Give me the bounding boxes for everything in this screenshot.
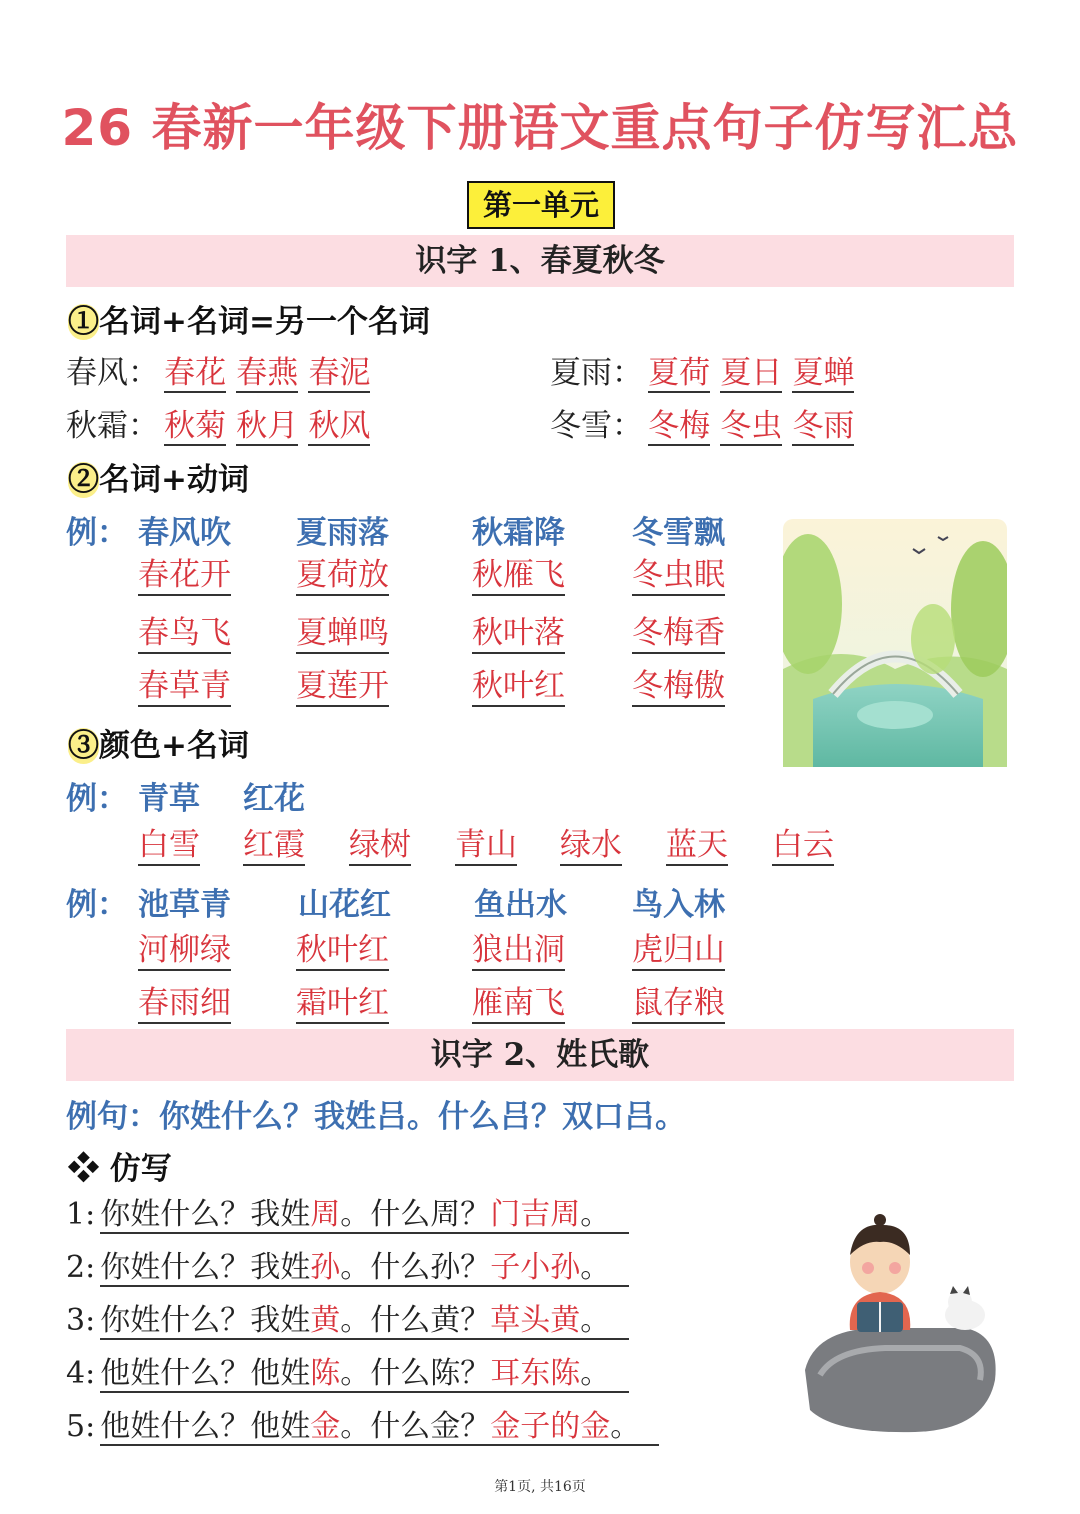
example-word: 夏雨落 bbox=[296, 515, 389, 551]
line-text: 他姓什么？他姓金。什么金？金子的金。 bbox=[100, 1409, 659, 1446]
answer-word: 冬虫 bbox=[720, 408, 783, 444]
section-1-number: ① bbox=[68, 304, 99, 340]
answer-word: 秋叶红 bbox=[472, 667, 565, 707]
answer-word: 夏荷放 bbox=[296, 556, 389, 596]
lesson-2-header: 识字 2、姓氏歌 bbox=[66, 1029, 1014, 1081]
example-word: 秋霜降 bbox=[472, 515, 565, 551]
line-text: 你姓什么？我姓周。什么周？门吉周。 bbox=[100, 1197, 629, 1234]
example-label: 例： bbox=[66, 781, 128, 817]
section-3-number: ③ bbox=[68, 728, 99, 764]
answer-word: 绿树 bbox=[349, 826, 411, 866]
practice-line bbox=[66, 1195, 629, 1235]
section-1-text: 名词+名词=另一个名词 bbox=[99, 304, 430, 340]
example-word: 青草 bbox=[138, 781, 200, 817]
row-label: 春风： bbox=[66, 355, 159, 391]
answer-word: 春雨细 bbox=[138, 984, 231, 1024]
line-number: 2: bbox=[66, 1250, 96, 1285]
answer-word: 夏日 bbox=[720, 355, 783, 391]
example-word: 池草青 bbox=[138, 887, 231, 923]
line-text: 你姓什么？我姓黄。什么黄？草头黄。 bbox=[100, 1303, 629, 1340]
answer-word: 夏莲开 bbox=[296, 667, 389, 707]
section-2-text: 名词+动词 bbox=[99, 462, 249, 498]
answer-word: 白雪 bbox=[138, 826, 200, 866]
example-word: 冬雪飘 bbox=[632, 515, 725, 551]
section-2-title bbox=[68, 454, 249, 499]
answer-word: 春花开 bbox=[138, 556, 231, 596]
answer-word: 秋叶红 bbox=[296, 931, 389, 971]
line-number: 5: bbox=[66, 1409, 96, 1444]
answer-word: 秋月 bbox=[236, 408, 299, 444]
section-3-text: 颜色+名词 bbox=[99, 728, 249, 764]
unit-label: 第一单元 bbox=[467, 181, 615, 229]
compound-row bbox=[550, 400, 854, 445]
answer-word: 春燕 bbox=[236, 355, 299, 391]
bridge-illustration bbox=[783, 519, 1007, 767]
answer-word: 冬梅 bbox=[648, 408, 711, 444]
answer-word: 冬梅香 bbox=[632, 614, 725, 654]
example-word: 山花红 bbox=[298, 887, 391, 923]
answer-word: 冬梅傲 bbox=[632, 667, 725, 707]
example-label: 例： bbox=[66, 887, 128, 923]
answer-word: 鼠存粮 bbox=[632, 984, 725, 1024]
answer-word: 春草青 bbox=[138, 667, 231, 707]
row-label: 秋霜： bbox=[66, 408, 159, 444]
lesson-1-header: 识字 1、春夏秋冬 bbox=[66, 235, 1014, 287]
answer-word: 秋风 bbox=[308, 408, 371, 444]
example-label: 例： bbox=[66, 515, 128, 551]
answer-word: 白云 bbox=[772, 826, 834, 866]
answer-word: 秋菊 bbox=[164, 408, 227, 444]
child-reading-illustration bbox=[795, 1210, 1005, 1435]
line-number: 1: bbox=[66, 1197, 96, 1232]
practice-title: ❖ 仿写 bbox=[68, 1151, 172, 1187]
answer-word: 红霞 bbox=[243, 826, 305, 866]
example-word: 鸟入林 bbox=[632, 887, 725, 923]
answer-word: 夏荷 bbox=[648, 355, 711, 391]
section-1-title bbox=[68, 296, 430, 341]
answer-word: 夏蝉 bbox=[792, 355, 855, 391]
practice-line bbox=[66, 1248, 629, 1288]
answer-word: 春泥 bbox=[308, 355, 371, 391]
row-label: 冬雪： bbox=[550, 408, 643, 444]
answer-word: 夏蝉鸣 bbox=[296, 614, 389, 654]
answer-word: 秋雁飞 bbox=[472, 556, 565, 596]
answer-word: 冬雨 bbox=[792, 408, 855, 444]
example-word: 红花 bbox=[243, 781, 305, 817]
practice-line bbox=[66, 1354, 629, 1394]
answer-word: 春花 bbox=[164, 355, 227, 391]
answer-word: 霜叶红 bbox=[296, 984, 389, 1024]
page-footer: 第1页, 共16页 bbox=[494, 1479, 586, 1495]
line-number: 4: bbox=[66, 1356, 96, 1391]
example-word: 春风吹 bbox=[138, 515, 231, 551]
answer-word: 秋叶落 bbox=[472, 614, 565, 654]
compound-row bbox=[66, 400, 370, 445]
row-label: 夏雨： bbox=[550, 355, 643, 391]
answer-word: 蓝天 bbox=[666, 826, 728, 866]
page-title: 26 春新一年级下册语文重点句子仿写汇总 bbox=[61, 99, 1019, 157]
answer-word: 雁南飞 bbox=[472, 984, 565, 1024]
line-text: 你姓什么？我姓孙。什么孙？子小孙。 bbox=[100, 1250, 629, 1287]
answer-word: 虎归山 bbox=[632, 931, 725, 971]
compound-row bbox=[66, 347, 370, 392]
example-sentence: 例句：你姓什么？我姓吕。什么吕？双口吕。 bbox=[66, 1099, 686, 1135]
answer-word: 绿水 bbox=[560, 826, 622, 866]
example-word: 鱼出水 bbox=[474, 887, 567, 923]
section-2-number: ② bbox=[68, 462, 99, 498]
practice-line bbox=[66, 1407, 659, 1447]
line-number: 3: bbox=[66, 1303, 96, 1338]
answer-word: 青山 bbox=[455, 826, 517, 866]
practice-line bbox=[66, 1301, 629, 1341]
section-3-title bbox=[68, 720, 249, 765]
answer-word: 河柳绿 bbox=[138, 931, 231, 971]
compound-row bbox=[550, 347, 854, 392]
answer-word: 狼出洞 bbox=[472, 931, 565, 971]
line-text: 他姓什么？他姓陈。什么陈？耳东陈。 bbox=[100, 1356, 629, 1393]
answer-word: 春鸟飞 bbox=[138, 614, 231, 654]
answer-word: 冬虫眠 bbox=[632, 556, 725, 596]
